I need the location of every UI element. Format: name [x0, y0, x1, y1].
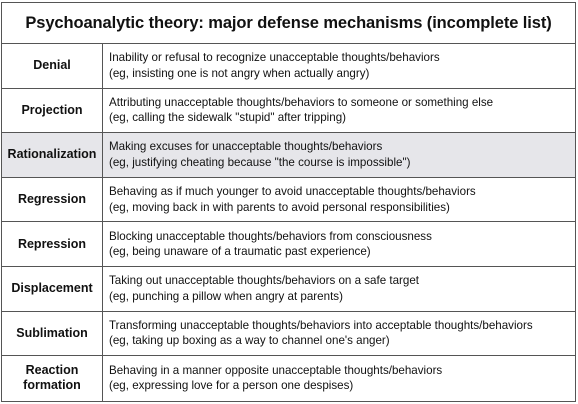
- table-row-repression: [2, 222, 575, 267]
- term-cell: Sublimation: [2, 312, 103, 356]
- term-cell: Reaction formation: [2, 356, 103, 401]
- table-row-reaction-formation: [2, 356, 575, 401]
- example-text: (eg, being unaware of a traumatic past experience): [109, 245, 371, 259]
- term-cell: Regression: [2, 178, 103, 222]
- description-cell: [103, 222, 575, 266]
- description-cell: [103, 178, 575, 222]
- example-text: (eg, expressing love for a person one despises): [109, 379, 354, 393]
- table-row-rationalization: [2, 133, 575, 178]
- table-row-regression: [2, 178, 575, 223]
- description-cell: [103, 44, 575, 88]
- description-cell: [103, 312, 575, 356]
- table-row-sublimation: [2, 312, 575, 357]
- term-cell: Projection: [2, 89, 103, 133]
- example-text: (eg, insisting one is not angry when actually angry): [109, 66, 370, 80]
- example-text: (eg, taking up boxing as a way to channel one's anger): [109, 334, 390, 348]
- term-cell: Denial: [2, 44, 103, 88]
- example-text: (eg, punching a pillow when angry at parents): [109, 289, 343, 303]
- example-text: (eg, moving back in with parents to avoid personal responsibilities): [109, 200, 450, 214]
- example-text: (eg, justifying cheating because "the course is impossible"): [109, 155, 411, 169]
- term-cell: Rationalization: [2, 133, 103, 177]
- table-row-denial: [2, 44, 575, 89]
- example-text: (eg, calling the sidewalk "stupid" after tripping): [109, 111, 347, 125]
- definition-text: Attributing unacceptable thoughts/behaviors to someone or something else: [109, 95, 494, 109]
- definition-text: Making excuses for unacceptable thoughts/behaviors: [109, 140, 383, 154]
- definition-text: Blocking unacceptable thoughts/behaviors from consciousness: [109, 229, 432, 243]
- description-cell: [103, 267, 575, 311]
- term-cell: Displacement: [2, 267, 103, 311]
- table-row-projection: [2, 89, 575, 134]
- table-body: [2, 44, 575, 401]
- definition-text: Taking out unacceptable thoughts/behaviors on a safe target: [109, 274, 420, 288]
- description-cell: [103, 133, 575, 177]
- table-title: Psychoanalytic theory: major defense mechanisms (incomplete list): [2, 3, 575, 44]
- defense-mechanisms-table: [1, 2, 576, 402]
- term-cell: Repression: [2, 222, 103, 266]
- definition-text: Transforming unacceptable thoughts/behaviors into acceptable thoughts/behaviors: [109, 318, 533, 332]
- description-cell: [103, 89, 575, 133]
- definition-text: Inability or refusal to recognize unacceptable thoughts/behaviors: [109, 51, 440, 65]
- definition-text: Behaving as if much younger to avoid unacceptable thoughts/behaviors: [109, 185, 476, 199]
- description-cell: [103, 356, 575, 401]
- definition-text: Behaving in a manner opposite unacceptable thoughts/behaviors: [109, 363, 443, 377]
- table-row-displacement: [2, 267, 575, 312]
